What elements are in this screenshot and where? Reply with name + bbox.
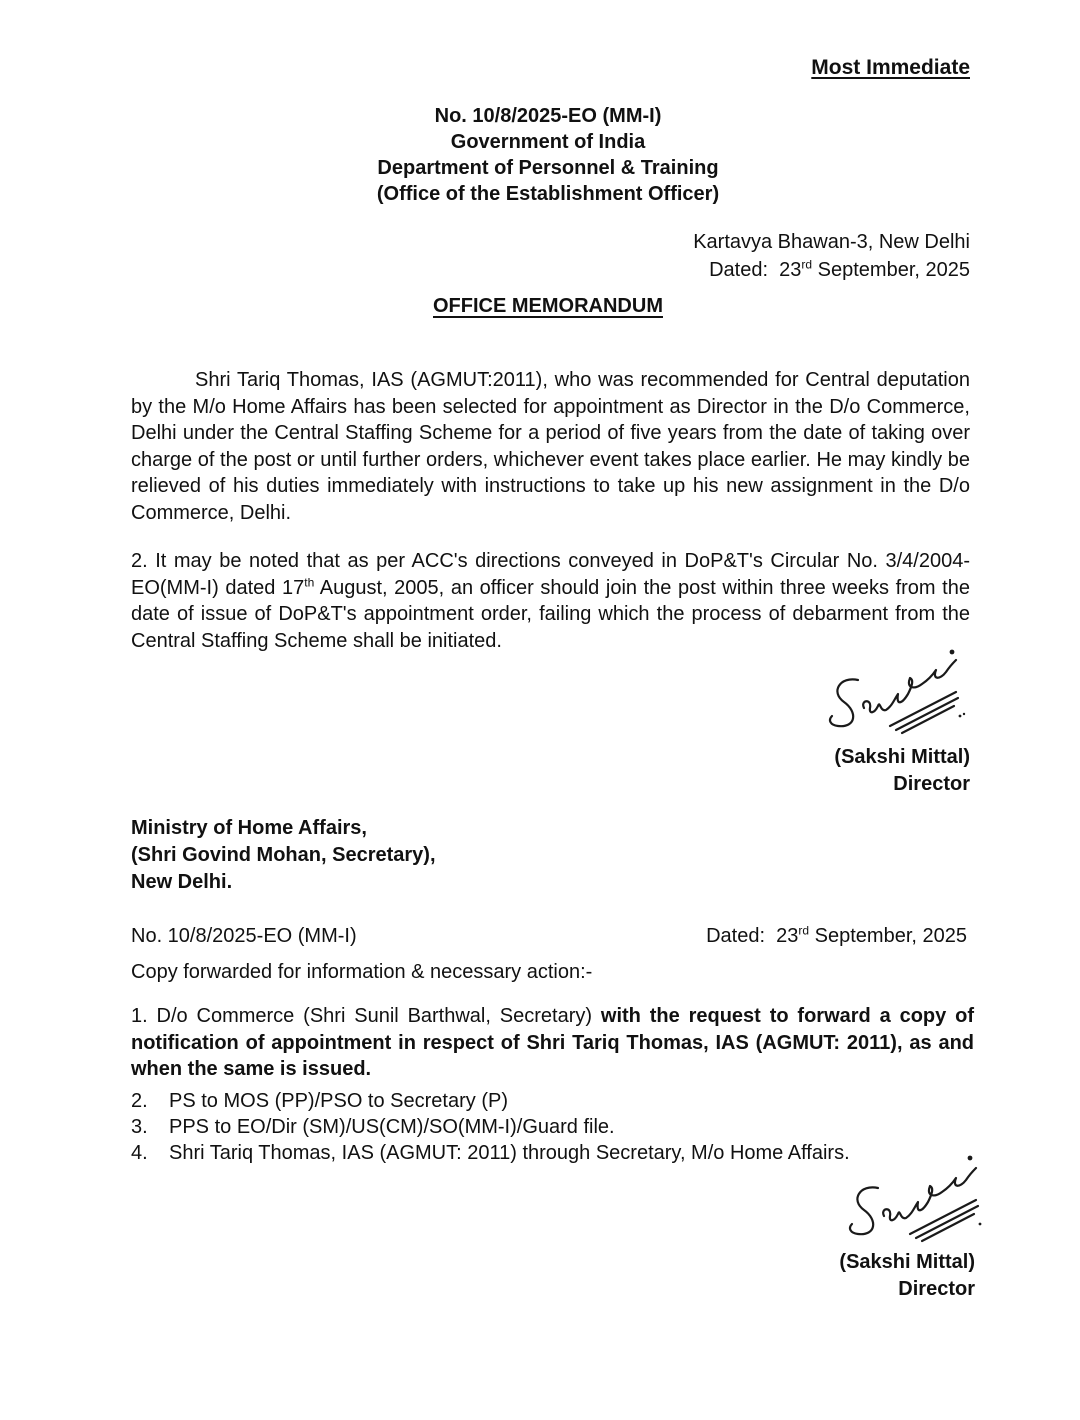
signature-image — [818, 642, 978, 742]
signatory-designation: Director — [898, 1278, 975, 1300]
list-item: 2. PS to MOS (PP)/PSO to Secretary (P) — [131, 1090, 508, 1112]
signatory-designation: Director — [893, 773, 970, 795]
office-name: (Office of the Establishment Officer) — [376, 183, 720, 205]
copy-file-number: No. 10/8/2025-EO (MM-I) — [131, 925, 357, 947]
copy-reference-row — [131, 925, 967, 948]
signatory-block — [839, 1249, 975, 1303]
addressee-line: Ministry of Home Affairs, — [131, 817, 367, 839]
copy-intro: Copy forwarded for information & necessary action:- — [131, 961, 593, 983]
addressee-line: New Delhi. — [131, 871, 233, 893]
signature-image — [838, 1150, 998, 1250]
list-item: 3. PPS to EO/Dir (SM)/US(CM)/SO(MM-I)/Guard file. — [131, 1116, 615, 1138]
government-name: Government of India — [450, 131, 646, 153]
letterhead — [0, 103, 1080, 207]
signatory-block — [834, 744, 970, 798]
paragraph-1: Shri Tariq Thomas, IAS (AGMUT:2011), who was recommended for Central deputation by the M/o Home Affairs has been selected for appointment as Director in the D/o Commerce, Delhi under the Central Staffing Scheme for a period of five years from the date of taking over charge of the post or until further orders, whichever event takes place earlier. He may kindly be relieved of his duties immediately with instructions to take up his new assignment in the D/o Commerce, Delhi. — [131, 369, 970, 524]
issue-date: Dated: 23rd September, 2025 — [709, 257, 970, 281]
copy-list — [131, 1088, 850, 1166]
addressee-block — [131, 815, 436, 896]
copy-date: Dated: 23rd September, 2025 — [706, 923, 967, 947]
place: Kartavya Bhawan-3, New Delhi — [693, 231, 970, 253]
department-name: Department of Personnel & Training — [377, 157, 719, 179]
list-item: 4. Shri Tariq Thomas, IAS (AGMUT: 2011) through Secretary, M/o Home Affairs. — [131, 1142, 850, 1164]
signatory-name: (Sakshi Mittal) — [834, 746, 970, 768]
file-number: No. 10/8/2025-EO (MM-I) — [434, 105, 662, 127]
copy-item-1: 1. D/o Commerce (Shri Sunil Barthwal, Secretary) with the request to forward a copy of notification of appointment in respect of Shri Tariq Thomas, IAS (AGMUT: 2011), as and when the same is issued. — [131, 1005, 974, 1080]
priority-label: Most Immediate — [811, 56, 970, 79]
memo-title: OFFICE MEMORANDUM — [433, 295, 663, 317]
addressee-line: (Shri Govind Mohan, Secretary), — [131, 844, 436, 866]
signatory-name: (Sakshi Mittal) — [839, 1251, 975, 1273]
paragraph-2: 2. It may be noted that as per ACC's directions conveyed in DoP&T's Circular No. 3/4/2004-EO(MM-I) dated 17th August, 2005, an officer should join the post within three weeks from the date of issue of DoP&T's appointment order, failing which the process of debarment from the Central Staffing Scheme shall be initiated. — [131, 550, 970, 652]
place-and-date — [693, 228, 970, 284]
